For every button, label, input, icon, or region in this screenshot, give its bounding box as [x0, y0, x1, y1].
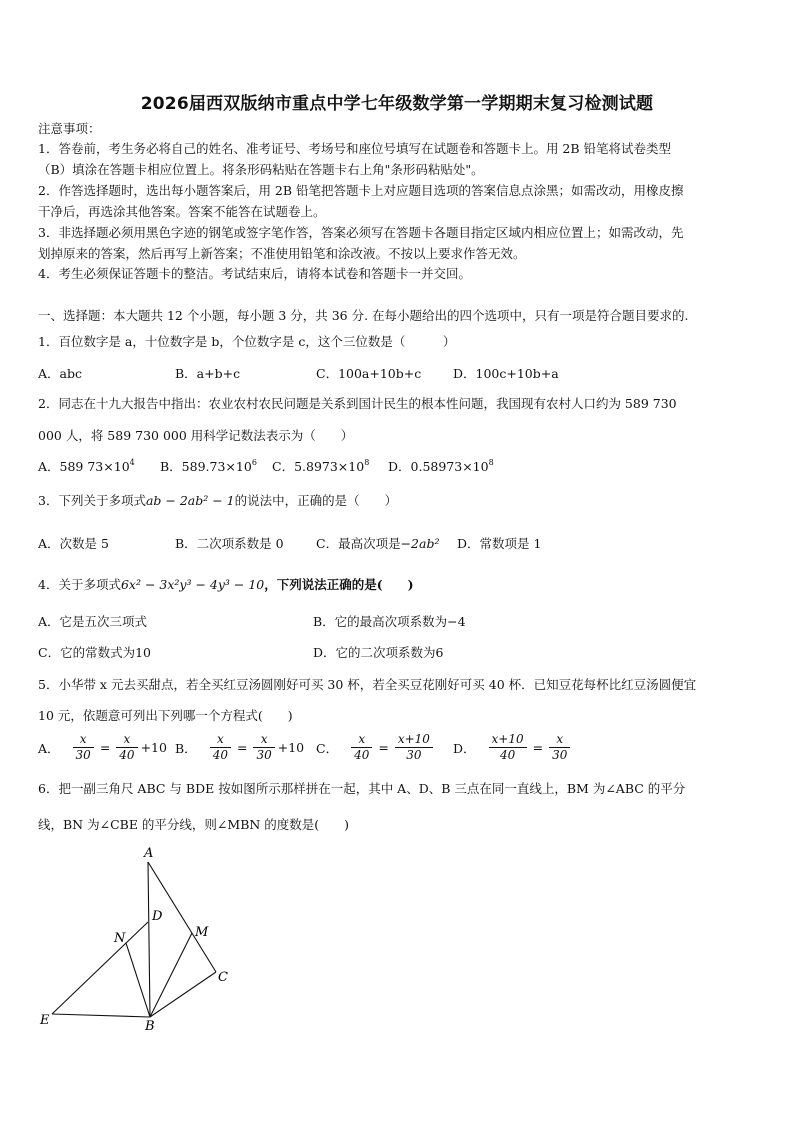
notice-item-1b: （B）填涂在答题卡相应位置上。将条形码粘贴在答题卡右上角"条形码粘贴处"。	[38, 162, 484, 177]
notice-item-2b: 干净后，再选涂其他答案。答案不能答在试题卷上。	[38, 204, 326, 219]
notice-item-1a: 1．答卷前，考生务必将自己的姓名、准考证号、考场号和座位号填写在试题卷和答题卡上。用 2B 铅笔将试卷类型	[38, 141, 672, 156]
label-e: E	[40, 1013, 50, 1028]
question-2-stem-b: 000 人，将 589 730 000 用科学记数法表示为（ ）	[38, 428, 354, 443]
label-m: M	[195, 925, 209, 940]
q2-option-d: D．$0.58973\times 10^8$	[388, 458, 494, 474]
question-5-stem-b: 10 元，依题意可列出下列哪一个方程式( )	[38, 708, 293, 723]
label-c: C	[218, 970, 228, 985]
q5-option-b: B． $\frac{x}{40}$ = $\frac{x}{30}$ +10	[175, 732, 305, 762]
question-5-stem-a: 5．小华带 x 元去买甜点，若全买红豆汤圆刚好可买 30 杯，若全买豆花刚好可买 40 杯．已知豆花每杯比红豆汤圆便宜	[38, 677, 697, 692]
q2-option-c: C．$5.8973\times 10^8$	[272, 458, 370, 474]
segment-ab	[148, 862, 150, 1017]
segment-bn	[126, 943, 150, 1017]
q5-option-c: C． $\frac{x}{40}$ = $\frac{x+10}{30}$	[316, 732, 436, 763]
q2-option-b: B．$589.73\times 10^6$	[160, 458, 257, 474]
question-2-stem-a: 2．同志在十九大报告中指出：农业农村农民问题是关系到国计民生的根本性问题，我国现有农村人口约为 589 730	[38, 396, 677, 411]
label-a: A	[144, 846, 154, 861]
q1-option-c: C．100a+10b+c	[316, 366, 422, 381]
q5-option-d: D． $\frac{x+10}{40}$ = $\frac{x}{30}$	[453, 732, 573, 763]
notice-item-3b: 划掉原来的答案，然后再写上新答案；不准使用铅笔和涂改液。不按以上要求作答无效。	[38, 246, 526, 261]
notice-item-2a: 2．作答选择题时，选出每小题答案后，用 2B 铅笔把答题卡上对应题目选项的答案信息点涂黑；如需改动，用橡皮擦	[38, 183, 684, 198]
question-6-stem-b: 线，BN 为∠CBE 的平分线，则∠MBN 的度数是( )	[38, 817, 350, 832]
page-title: 2026届西双版纳市重点中学七年级数学第一学期期末复习检测试题	[140, 94, 654, 114]
segment-eb	[52, 1014, 150, 1017]
segment-bm	[150, 933, 192, 1017]
notice-item-4: 4．考生必须保证答题卡的整洁。考试结束后，请将本试卷和答题卡一并交回。	[38, 266, 471, 281]
label-n: N	[114, 931, 126, 946]
q2-option-a: A．589 $73\times 10^4$	[38, 458, 135, 474]
q4-option-a: A．它是五次三项式	[38, 614, 148, 629]
label-b: B	[145, 1019, 155, 1034]
q5-option-a: A． $\frac{x}{30}$ = $\frac{x}{40}$ +10	[38, 732, 167, 762]
q1-option-a: A．abc	[38, 366, 82, 381]
q3-option-a: A．次数是 5	[38, 536, 109, 551]
q4-option-b: B．它的最高次项系数为−4	[313, 614, 466, 629]
question-4-stem: 4．关于多项式6x² − 3x²y³ − 4y³ − 10，下列说法正确的是( )	[38, 577, 414, 592]
q3-option-c: C．最高次项是−2ab²	[316, 536, 440, 551]
segment-bc	[150, 972, 216, 1017]
question-3-stem: 3．下列关于多项式ab − 2ab² − 1的说法中，正确的是（ ）	[38, 493, 398, 508]
q4-option-c: C．它的常数式为10	[38, 645, 151, 660]
notice-item-3a: 3．非选择题必须用黑色字迹的钢笔或签字笔作答，答案必须写在答题卡各题目指定区域内相应位置上；如需改动，先	[38, 225, 684, 240]
q3-expression: ab − 2ab² − 1	[145, 493, 235, 508]
q1-option-d: D．100c+10b+a	[453, 366, 559, 381]
q4-expression: 6x² − 3x²y³ − 4y³ − 10	[120, 577, 265, 592]
q3-option-d: D．常数项是 1	[457, 536, 542, 551]
question-1-stem: 1．百位数字是 a，十位数字是 b，个位数字是 c，这个三位数是（ ）	[38, 334, 456, 349]
q4-option-d: D．它的二次项系数为6	[313, 645, 444, 660]
triangle-figure	[30, 840, 250, 1040]
q3-option-b: B．二次项系数是 0	[175, 536, 284, 551]
q1-option-b: B．a+b+c	[175, 366, 241, 381]
notice-heading: 注意事项：	[38, 121, 101, 136]
label-d: D	[152, 909, 163, 924]
section-heading: 一、选择题：本大题共 12 个小题，每小题 3 分，共 36 分. 在每小题给出的四个选项中，只有一项是符合题目要求的.	[38, 308, 689, 323]
question-6-stem-a: 6．把一副三角尺 ABC 与 BDE 按如图所示那样拼在一起，其中 A、D、B 三点在同一直线上，BM 为∠ABC 的平分	[38, 781, 686, 796]
